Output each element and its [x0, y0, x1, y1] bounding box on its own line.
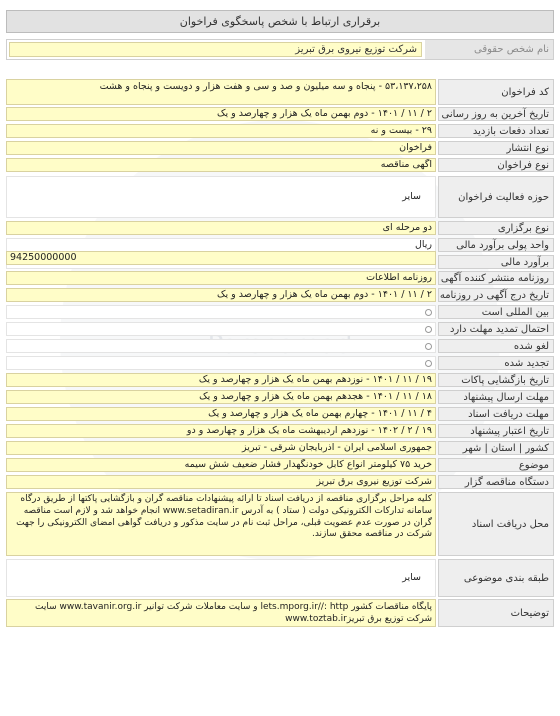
row-value-visit-count: ۲۹ - بیست و نه	[6, 124, 436, 138]
row-label-validity-date: تاریخ اعتبار پیشنهاد	[438, 424, 554, 438]
row-value-opening-date: ۱۹ / ۱۱ / ۱۴۰۱ - نوزدهم بهمن ماه یک هزار و چهارصد و یک	[6, 373, 436, 387]
row-label-publish-type: نوع انتشار	[438, 141, 554, 155]
row-value-newspaper: روزنامه اطلاعات	[6, 271, 436, 285]
row-label-cancelled: لغو شده	[438, 339, 554, 353]
row-label-holding-type: نوع برگزاری	[438, 221, 554, 235]
row-label-notes: توضیحات	[438, 599, 554, 627]
row-value-holding-type: دو مرحله ای	[6, 221, 436, 235]
row-value-organizer: شرکت توزیع نیروی برق تبریز	[6, 475, 436, 489]
contact-header: برقراری ارتباط با شخص پاسخگوی فراخوان	[6, 10, 554, 33]
cancelled-radio[interactable]	[425, 343, 432, 350]
row-value-notes: پایگاه مناقصات کشور lets.mporg.ir//: http و سایت معاملات شرکت توانیر www.tavanir.org.ir سایت شرکت توزیع برق تبریزwww.toztab.ir	[6, 599, 436, 627]
row-label-tender-type: نوع فراخوان	[438, 158, 554, 172]
row-value-currency: ریال	[6, 238, 436, 252]
row-value-last-update: ۲ / ۱۱ / ۱۴۰۱ - دوم بهمن ماه یک هزار و چهارصد و یک	[6, 107, 436, 121]
row-label-renewed: تجدید شده	[438, 356, 554, 370]
row-label-category: طبقه بندی موضوعی	[438, 559, 554, 597]
row-label-extension: احتمال تمدید مهلت دارد	[438, 322, 554, 336]
row-label-newspaper: روزنامه منتشر کننده آگهی	[438, 271, 554, 285]
company-label: نام شخص حقوقی	[425, 40, 553, 59]
row-value-document-location: کلیه مراحل برگزاری مناقصه از دریافت اسناد تا ارائه پیشنهادات مناقصه گران و بازگشایی پاکتها از طریق درگاه سامانه تدارکات الکترونیکی دولت ( ستاد ) به آدرس www.setadiran.ir انجام خواهد شد و لازم است مناقصه گران در صورت عدم عضویت قبلی، مراحل ثبت نام در سایت مذکور و دریافت گواهی امضای الکترونیکی را جهت شرکت در مناقصه محقق سازند.	[6, 492, 436, 556]
row-label-location: کشور | استان | شهر	[438, 441, 554, 455]
row-value-tender-code: ۵۳،۱۳۷،۲۵۸ - پنجاه و سه میلیون و صد و سی و هفت هزار و دویست و پنجاه و هشت	[6, 79, 436, 105]
row-value-renewed	[6, 356, 436, 370]
row-label-international: بین المللی است	[438, 305, 554, 319]
row-label-newspaper-date: تاریخ درج آگهی در روزنامه	[438, 288, 554, 302]
company-name-field[interactable]: شرکت توزیع نیروی برق تبریز	[9, 42, 422, 57]
row-value-validity-date: ۱۹ / ۲ / ۱۴۰۲ - نوزدهم اردیبهشت ماه یک هزار و چهارصد و دو	[6, 424, 436, 438]
row-label-organizer: دستگاه مناقصه گزار	[438, 475, 554, 489]
row-value-submission-deadline: ۱۸ / ۱۱ / ۱۴۰۱ - هجدهم بهمن ماه یک هزار و چهارصد و یک	[6, 390, 436, 404]
row-value-budget-amount: 94250000000	[6, 251, 436, 265]
row-label-currency: واحد پولی برآورد مالی	[438, 238, 554, 252]
row-value-activity-field: سایر	[6, 176, 436, 218]
row-label-subject: موضوع	[438, 458, 554, 472]
row-label-document-location: محل دریافت اسناد	[438, 492, 554, 556]
row-label-budget: برآورد مالی	[438, 255, 554, 269]
row-label-document-deadline: مهلت دریافت اسناد	[438, 407, 554, 421]
row-value-publish-type: فراخوان	[6, 141, 436, 155]
row-label-tender-code: کد فراخوان	[438, 79, 554, 105]
row-value-category: سایر	[6, 559, 436, 597]
row-label-submission-deadline: مهلت ارسال پیشنهاد	[438, 390, 554, 404]
row-label-last-update: تاریخ آخرین به روز رسانی	[438, 107, 554, 121]
row-value-subject: خرید ۷۵ کیلومتر انواع کابل خودنگهدار فشار ضعیف شش سیمه	[6, 458, 436, 472]
extension-radio[interactable]	[425, 326, 432, 333]
row-value-extension	[6, 322, 436, 336]
row-label-visit-count: تعداد دفعات بازدید	[438, 124, 554, 138]
row-value-document-deadline: ۴ / ۱۱ / ۱۴۰۱ - چهارم بهمن ماه یک هزار و چهارصد و یک	[6, 407, 436, 421]
row-label-activity-field: حوزه فعالیت فراخوان	[438, 176, 554, 218]
row-value-cancelled	[6, 339, 436, 353]
company-row	[6, 39, 554, 60]
international-radio[interactable]	[425, 309, 432, 316]
row-label-opening-date: تاریخ بازگشایی پاکات	[438, 373, 554, 387]
row-value-location: جمهوری اسلامی ایران - آذربایجان شرقی - تبریز	[6, 441, 436, 455]
row-value-newspaper-date: ۲ / ۱۱ / ۱۴۰۱ - دوم بهمن ماه یک هزار و چهارصد و یک	[6, 288, 436, 302]
renewed-radio[interactable]	[425, 360, 432, 367]
row-value-tender-type: آگهی مناقصه	[6, 158, 436, 172]
row-value-international	[6, 305, 436, 319]
